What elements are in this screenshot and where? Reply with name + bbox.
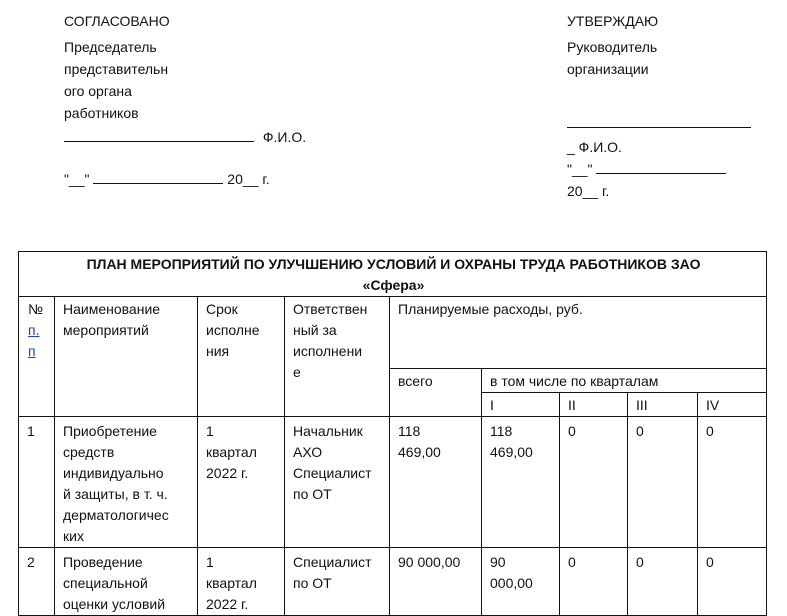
row-q2: 0 — [560, 417, 628, 548]
approval-block-right — [567, 10, 751, 202]
approval-line: организации — [567, 61, 649, 77]
date-year: 20__ г. — [567, 183, 610, 199]
row-term: 1 квартал 2022 г. — [198, 417, 285, 548]
signature-line — [64, 127, 254, 142]
approval-line: работников — [64, 105, 139, 121]
header-quarter: II — [560, 393, 628, 417]
row-q1: 90 000,00 — [482, 548, 560, 616]
header-num: № п. п — [19, 297, 55, 417]
approval-line: представительн — [64, 61, 169, 77]
header-quarter: IV — [698, 393, 767, 417]
row-name: Приобретение средств индивидуально й защиты, в т. ч. дерматологичес ких — [55, 417, 198, 548]
row-q4: 0 — [698, 417, 767, 548]
approval-line: Руководитель — [567, 39, 658, 55]
row-num: 2 — [19, 548, 55, 616]
approval-heading-right: УТВЕРЖДАЮ — [567, 13, 659, 29]
row-q4: 0 — [698, 548, 767, 616]
approval-line: Председатель — [64, 39, 157, 55]
header-responsible: Ответствен ный за исполнени е — [285, 297, 390, 417]
header-quarter: I — [482, 393, 560, 417]
header-term: Срок исполне ния — [198, 297, 285, 417]
table-title-row — [19, 252, 767, 297]
header-total: всего — [390, 369, 482, 417]
row-num: 1 — [19, 417, 55, 548]
row-term: 1 квартал 2022 г. — [198, 548, 285, 616]
table-row — [19, 548, 767, 616]
row-responsible: Начальник АХО Специалист по ОТ — [285, 417, 390, 548]
row-responsible: Специалист по ОТ — [285, 548, 390, 616]
row-name: Проведение специальной оценки условий — [55, 548, 198, 616]
header-num-link[interactable]: п. — [28, 322, 40, 338]
row-total: 118 469,00 — [390, 417, 482, 548]
header-quarter: III — [628, 393, 698, 417]
date-day: "__" — [64, 171, 90, 187]
header-costs: Планируемые расходы, руб. — [390, 297, 767, 369]
date-day: "__" — [567, 161, 593, 177]
header-quarters-label: в том числе по кварталам — [482, 369, 767, 393]
header-num-link[interactable]: п — [28, 343, 36, 359]
table-row — [19, 417, 767, 548]
approval-heading-left: СОГЛАСОВАНО — [64, 13, 170, 29]
fio-label: _ Ф.И.О. — [567, 139, 622, 155]
signature-line — [567, 113, 751, 128]
date-month-line — [596, 159, 726, 174]
row-q2: 0 — [560, 548, 628, 616]
row-q3: 0 — [628, 548, 698, 616]
approval-line: ого органа — [64, 83, 132, 99]
row-q1: 118 469,00 — [482, 417, 560, 548]
date-year: 20__ г. — [227, 171, 270, 187]
date-month-line — [93, 169, 223, 184]
approval-block-left — [64, 10, 306, 190]
header-name: Наименование мероприятий — [55, 297, 198, 417]
plan-table — [18, 251, 767, 616]
header-row — [19, 297, 767, 369]
row-total: 90 000,00 — [390, 548, 482, 616]
row-q3: 0 — [628, 417, 698, 548]
fio-label: Ф.И.О. — [262, 129, 307, 145]
table-title: ПЛАН МЕРОПРИЯТИЙ ПО УЛУЧШЕНИЮ УСЛОВИЙ И ОХРАНЫ ТРУДА РАБОТНИКОВ ЗАО «Сфера» — [19, 252, 767, 297]
